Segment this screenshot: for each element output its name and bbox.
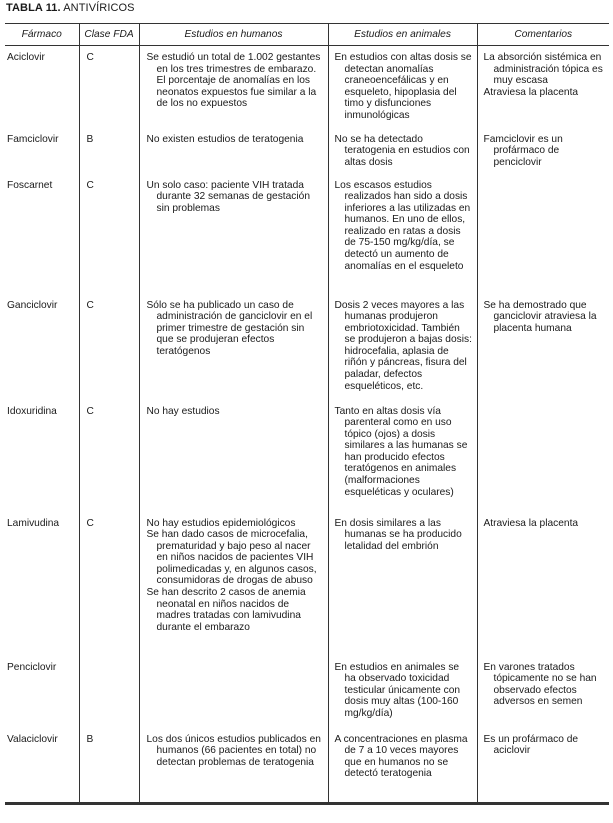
animal-study-text: En dosis similares a las humanas se ha producido letalidad del embrión: [334, 517, 462, 552]
fda-class-cell: [79, 656, 139, 728]
comments-cell: [477, 728, 609, 804]
drug-name: Foscarnet: [7, 179, 53, 191]
fda-class-cell: [79, 400, 139, 512]
fda-class: C: [86, 299, 94, 311]
human-studies-cell: [139, 128, 328, 174]
animal-studies-cell: [328, 656, 477, 728]
comment-text: Es un profármaco de aciclovir: [483, 733, 579, 757]
drug-name: Ganciclovir: [7, 299, 58, 311]
animal-study-text: Tanto en altas dosis vía parenteral como en uso tópico (ojos) a dosis similares a las humanas se han producido efectos teratógenos en animales (malformaciones esqueléticas y oculares): [334, 405, 468, 498]
table-body: [5, 46, 609, 804]
animal-studies-cell: [328, 512, 477, 656]
comment-text: Famciclovir es un profármaco de penciclovir: [483, 133, 563, 168]
human-study-text: Se han dado casos de microcefalia, prematuridad y bajo peso al nacer en niños nacidos de pacientes VIH polimedicadas y, en algunos casos, consumidoras de drogas de abuso: [146, 529, 317, 587]
header-comments: Comentarios: [477, 24, 609, 46]
animal-studies-cell: [328, 400, 477, 512]
human-studies-cell: [139, 294, 328, 400]
animal-study-text: Los escasos estudios realizados han sido a dosis inferiores a las utilizadas en humanos. En uno de ellos, realizado en ratas a dosis de 75-150 mg/kg/día, se detectó un aumento de anomalías en el esqueleto: [334, 179, 471, 272]
drug-cell: [5, 46, 79, 128]
drug-cell: [5, 656, 79, 728]
comments-cell: [477, 400, 609, 512]
animal-studies-cell: [328, 728, 477, 804]
table-row: [5, 656, 609, 728]
drug-cell: [5, 512, 79, 656]
human-studies-cell: [139, 728, 328, 804]
human-study-text: No hay estudios: [146, 405, 220, 417]
header-row: [5, 24, 609, 46]
comment-text: En varones tratados tópicamente no se han observado efectos adversos en semen: [483, 661, 597, 708]
table-title: [6, 3, 135, 15]
drug-cell: [5, 728, 79, 804]
fda-class-cell: [79, 512, 139, 656]
drug-name: Penciclovir: [7, 661, 57, 673]
header-drug: Fármaco: [5, 24, 79, 46]
human-study-text: Se han descrito 2 casos de anemia neonatal en niños nacidos de madres tratadas con lamivudina durante el embarazo: [146, 587, 306, 633]
table-title-text: ANTIVÍRICOS: [60, 2, 135, 14]
comments-cell: [477, 174, 609, 294]
fda-class: C: [86, 405, 94, 417]
fda-class-cell: [79, 174, 139, 294]
animal-study-text: No se ha detectado teratogenia en estudios con altas dosis: [334, 133, 470, 168]
animal-study-text: En estudios en animales se ha observado toxicidad testicular únicamente con dosis muy altas (100-160 mg/kg/día): [334, 661, 461, 719]
table-row: [5, 294, 609, 400]
comments-cell: [477, 128, 609, 174]
human-studies-cell: [139, 512, 328, 656]
animal-studies-cell: [328, 174, 477, 294]
comments-cell: [477, 512, 609, 656]
human-studies-cell: [139, 656, 328, 728]
human-study-text: Los dos únicos estudios publicados en humanos (66 pacientes en total) no detectan problemas de teratogenia: [146, 733, 321, 768]
comment-text: Se ha demostrado que ganciclovir atraviesa la placenta humana: [483, 299, 597, 334]
drug-name: Idoxuridina: [7, 405, 57, 417]
human-study-text: No hay estudios epidemiológicos: [146, 517, 296, 529]
fda-class: B: [86, 133, 94, 145]
fda-class-cell: [79, 294, 139, 400]
fda-class-cell: [79, 46, 139, 128]
drug-cell: [5, 400, 79, 512]
human-study-text: Un solo caso: paciente VIH tratada durante 32 semanas de gestación sin problemas: [146, 179, 310, 214]
table-header: [5, 24, 609, 46]
fda-class-cell: [79, 728, 139, 804]
fda-class: B: [86, 733, 94, 745]
comments-cell: [477, 656, 609, 728]
table-row: [5, 728, 609, 804]
drug-name: Aciclovir: [7, 52, 45, 63]
drug-name: Lamivudina: [7, 517, 60, 529]
drug-cell: [5, 128, 79, 174]
header-fda-class: Clase FDA: [79, 24, 139, 46]
comment-text: La absorción sistémica en administración tópica es muy escasa: [483, 52, 603, 87]
table-row: [5, 46, 609, 128]
animal-study-text: A concentraciones en plasma de 7 a 10 veces mayores que en humanos no se detectó teratogenia: [334, 733, 468, 780]
human-study-text: No existen estudios de teratogenia: [146, 133, 304, 145]
drug-name: Famciclovir: [7, 133, 59, 145]
comments-cell: [477, 294, 609, 400]
human-studies-cell: [139, 174, 328, 294]
drug-cell: [5, 174, 79, 294]
fda-class: C: [86, 52, 94, 63]
human-studies-cell: [139, 46, 328, 128]
table-row: [5, 512, 609, 656]
animal-studies-cell: [328, 294, 477, 400]
fda-class: C: [86, 179, 94, 191]
animal-study-text: En estudios con altas dosis se detectan anomalías craneoencefálicas y en esqueleto, hipoplasia del timo y disfunciones inmunológicas: [334, 52, 472, 121]
animal-studies-cell: [328, 128, 477, 174]
drug-name: Valaciclovir: [7, 733, 58, 745]
comment-text: Atraviesa la placenta: [483, 517, 579, 529]
table-row: [5, 174, 609, 294]
comment-text: Atraviesa la placenta: [483, 86, 579, 98]
table-row: [5, 400, 609, 512]
comments-cell: [477, 46, 609, 128]
header-animal-studies: Estudios en animales: [328, 24, 477, 46]
human-study-text: Sólo se ha publicado un caso de administración de ganciclovir en el primer trimestre de gestación sin que se produjeran efectos teratógenos: [146, 299, 313, 357]
table-title-number: TABLA 11.: [6, 2, 61, 14]
table-row: [5, 128, 609, 174]
animal-study-text: Dosis 2 veces mayores a las humanas produjeron embriotoxicidad. También se produjeron a bajas dosis: hidrocefalia, aplasia de riñón y páncreas, fisura del paladar, defectos esqueléticos, etc.: [334, 299, 472, 392]
human-studies-cell: [139, 400, 328, 512]
fda-class-cell: [79, 128, 139, 174]
fda-class: C: [86, 517, 94, 529]
antivirals-table: [5, 23, 609, 805]
drug-cell: [5, 294, 79, 400]
animal-studies-cell: [328, 46, 477, 128]
header-human-studies: Estudios en humanos: [139, 24, 328, 46]
human-study-text: Se estudió un total de 1.002 gestantes en los tres trimestres de embarazo. El porcentaje de anomalías en los neonatos expuestos fue similar a la de los no expuestos: [146, 52, 321, 110]
